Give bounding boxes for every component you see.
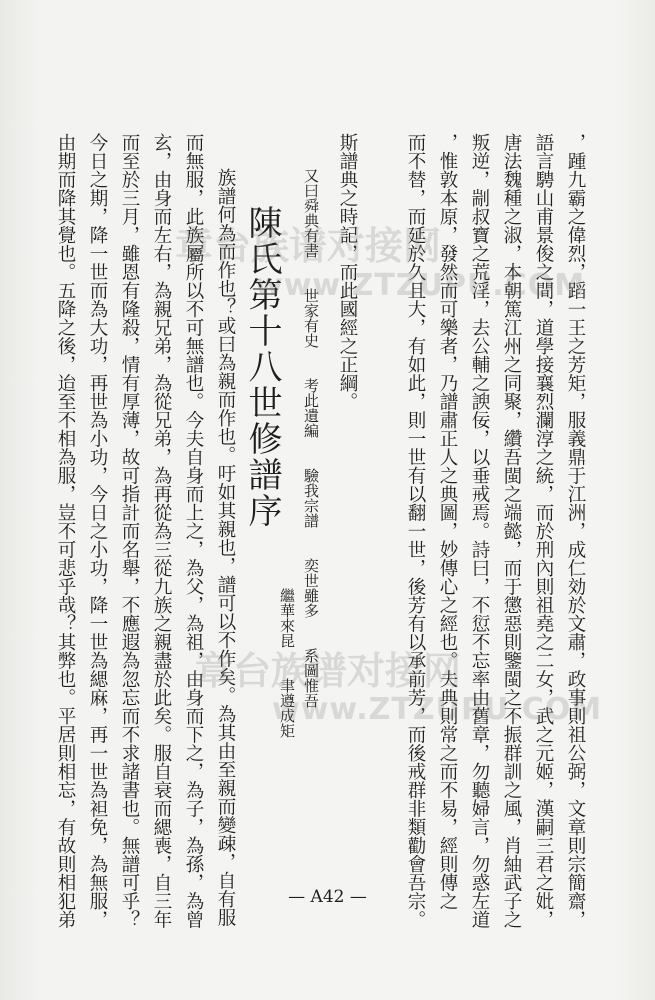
watermark-text: 章台族谱对接网 [175,224,442,268]
text-column-11: 而至於三月，雖恩有隆殺，情有厚薄，故可指計而名舉，不應遐為忽忘而不求諸書也。無譜可乎？ [119,133,140,929]
text-column-4: 叛逆，剬叔寶之荒淫，去公輔之諛佞，以垂戒焉。詩曰，不愆不忘率由舊章，勿聽婦言，勿惑左道 [469,133,490,929]
text-column-7: 斯譜典之時記，而此國經之正綱。 [337,133,358,411]
watermark-url: www.ZTZUPU.COM [255,268,586,303]
page-number: — A42 — [288,887,367,907]
page-title: 陳氏第十八世修譜序 [242,205,282,529]
text-column-13: 由期而降其覺也。五降之後，迨至不相為服，豈不可悲乎哉？其弊也。平居則相忘，有故則相犯弟 [55,133,76,929]
watermark-url: www.ZTZUPU.COM [272,692,603,727]
text-column-2: 語言騁山甫景俊之間，道學接襄烈瀾淳之統，而於刑內則祖堯之二女，武之元姬，漢嗣三君之妣， [533,133,554,929]
text-column-12: 今日之期，降一世而為大功，再世為小功，今日之小功，降一世為緦麻，再一世為袒免，為無服， [87,133,108,929]
text-column-1: ，踵九霸之偉烈，蹈一王之芳矩，服義鼎于江洲，成仁効於文肅，政事則祖公弼，文章則宗簡齋， [565,133,586,929]
watermark-text: 章台族谱对接网 [195,649,462,693]
text-column-9: 而無服，此族屬所以不可無譜也。今夫自身而上之，為父，為祖，由身而下之，為子，為孫，為曾 [183,133,204,929]
verse-column-2: 繼華來昆 聿遵成矩 [278,168,296,738]
verse-column-1: 又曰舜典有書 世家有史 考此遺編 驗我宗譜 奕世雖多 系圖惟吾 [302,168,320,708]
text-column-6: 而不替，而延於久且大，有如此，則一世有以翻一世，後芳有以承前芳，而後戒群非類勸會吾宗。 [405,133,426,929]
text-column-5: ，惟敦本原，發然而可樂者，乃譜肅正人之典圖，妙傳心之經也。夫典則常之而不易，經則傳之 [437,133,458,910]
text-column-3: 唐法魏種之淑，本朝篤江州之同聚，纘吾閩之端懿，而于懲惡則鑒閩之不振群訓之風，肖紬武子之 [501,133,522,929]
text-column-10: 玄，由身而左右，為親兄弟，為從兄弟，為再從為三從九族之親盡於此矣。服自衰而緦喪，自三年 [151,133,172,929]
text-column-8: 族譜何為而作也？或曰為親而作也。吁如其親也，譜可以不作矣。為其由至親而變疎，自有服 [215,168,236,927]
